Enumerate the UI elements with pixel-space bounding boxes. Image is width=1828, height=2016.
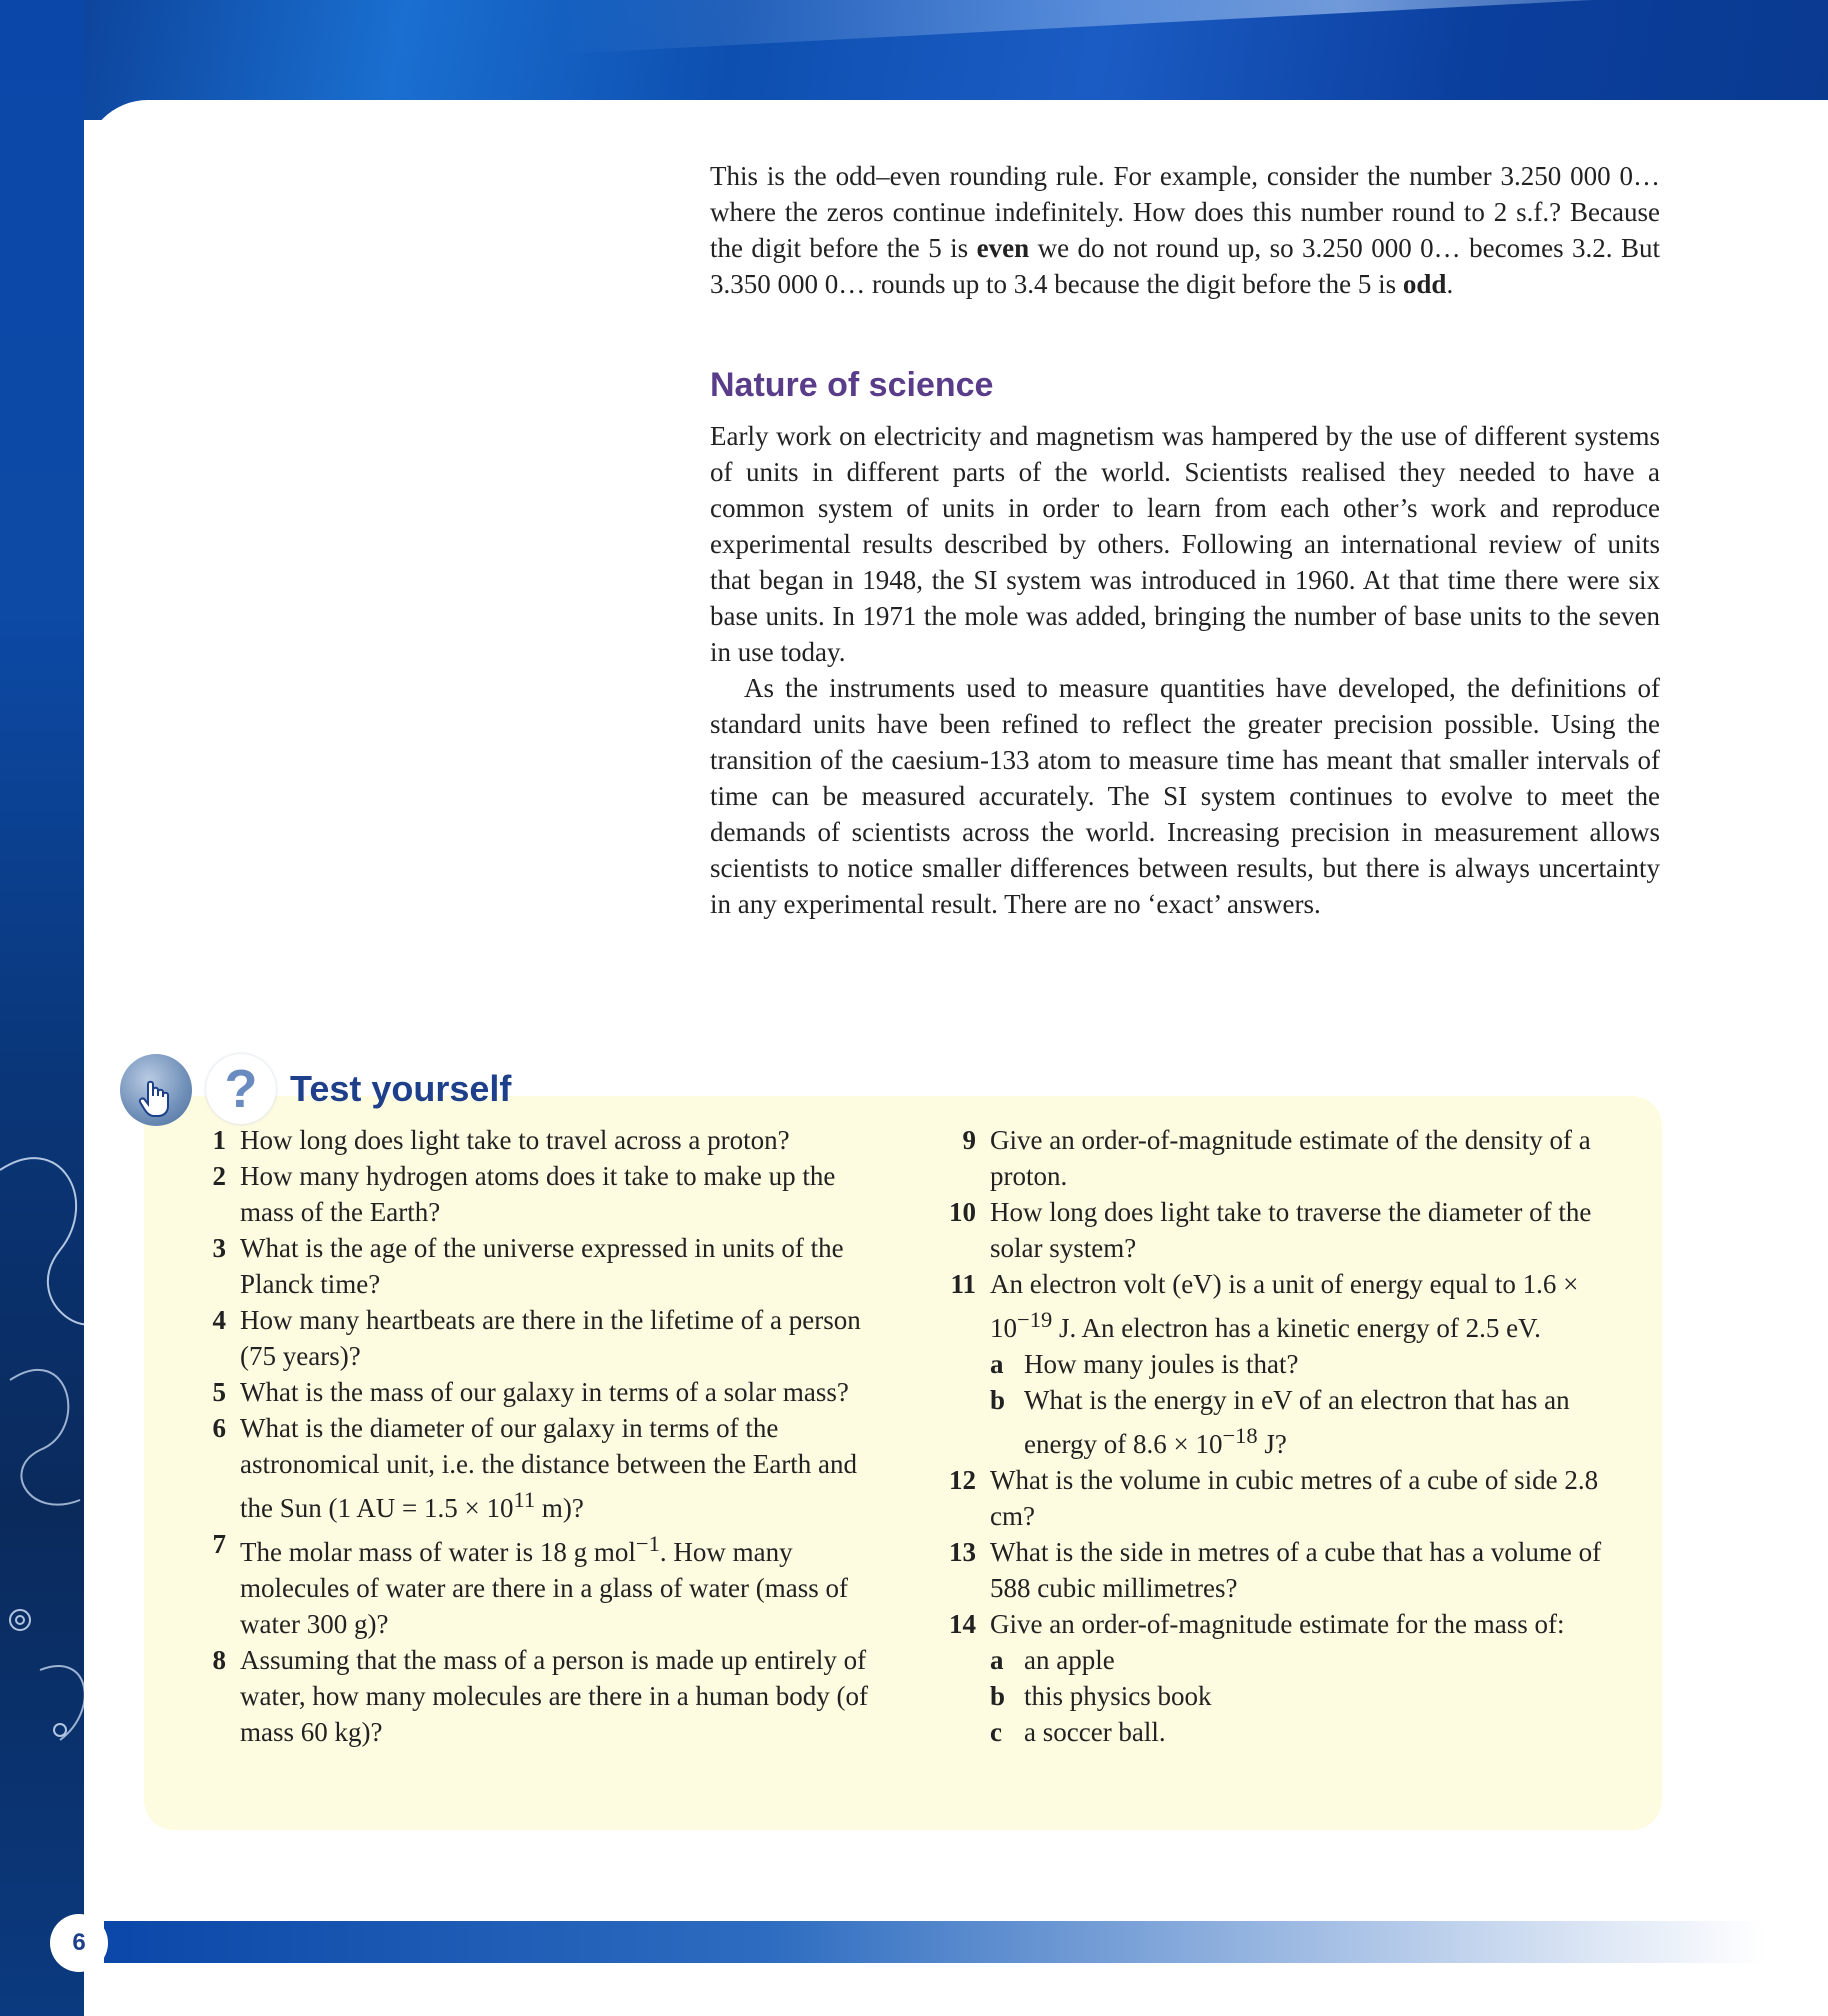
question-text: What is the side in metres of a cube that has a volume of 588 cubic millimetres?	[990, 1537, 1602, 1603]
question-12	[928, 1462, 1638, 1534]
nature-of-science-paragraph-2: As the instruments used to measure quantities have developed, the definitions of standard units have been refined to reflect the greater precision possible. Using the transition of the caesium-133 atom to measure time has meant that smaller intervals of time can be measured accurately. The SI system continues to evolve to meet the demands of scientists across the world. Increasing precision in measurement allows scientists to notice smaller differences between results, but there is always uncertainty in any experimental result. There are no ‘exact’ answers.	[710, 673, 1660, 919]
footer-bar	[104, 1921, 1764, 1963]
question-text: An electron volt (eV) is a unit of energy equal to $1.6 \times 10^{-19}$ J. An electron has a kinetic energy of 2.5 eV. a How many joules is that? b What is the energy in eV of an electron that has an energy of $8.6 \times 10^{-18}$ J?	[990, 1266, 1638, 1462]
question-number: 8	[212, 1645, 226, 1675]
question-number: 3	[212, 1233, 226, 1263]
question-5	[196, 1374, 886, 1410]
questions-left-column	[196, 1122, 886, 1750]
question-text: What is the diameter of our galaxy in terms of the astronomical unit, i.e. the distance between the Earth and the Sun (1 AU = $1.5 \times 10^{11}$ m)?	[240, 1413, 858, 1523]
question-mark-icon: ?	[206, 1054, 276, 1124]
question-number: 6	[212, 1413, 226, 1443]
nature-of-science-body	[710, 418, 1660, 922]
question-text: How long does light take to travel across a proton?	[240, 1125, 790, 1155]
sub-question-11a: a How many joules is that?	[990, 1349, 1299, 1379]
question-number: 2	[212, 1161, 226, 1191]
question-3	[196, 1230, 886, 1302]
sub-question-14b: b this physics book	[990, 1681, 1212, 1711]
question-number: 10	[949, 1197, 976, 1227]
question-number: 12	[949, 1465, 976, 1495]
question-9	[928, 1122, 1638, 1194]
question-text: What is the mass of our galaxy in terms of a solar mass?	[240, 1377, 849, 1407]
question-1	[196, 1122, 886, 1158]
sub-question-11b: b What is the energy in eV of an electron that has an energy of $8.6 \times 10^{-18}$ J?	[990, 1385, 1570, 1459]
question-text: How long does light take to traverse the diameter of the solar system?	[990, 1197, 1592, 1263]
intro-paragraph: This is the odd–even rounding rule. For example, consider the number 3.250 000 0… where the zeros continue indefinitely. How does this number round to 2 s.f.? Because the digit before the 5 is even we do not round up, so 3.250 000 0… becomes 3.2. But 3.350 000 0… rounds up to 3.4 because the digit before the 5 is odd.	[710, 161, 1661, 299]
nature-of-science-heading: Nature of science	[710, 366, 994, 404]
question-2	[196, 1158, 886, 1230]
hand-pointer-icon	[120, 1054, 192, 1126]
question-14	[928, 1606, 1638, 1750]
question-number: 14	[949, 1609, 976, 1639]
question-number: 1	[212, 1125, 226, 1155]
question-number: 9	[962, 1125, 976, 1155]
questions-right-column	[928, 1122, 1638, 1750]
question-number: 11	[950, 1269, 976, 1299]
sub-question-14a: a an apple	[990, 1645, 1115, 1675]
question-8	[196, 1642, 886, 1750]
question-11	[928, 1266, 1638, 1462]
question-7	[196, 1526, 886, 1642]
question-text: Assuming that the mass of a person is made up entirely of water, how many molecules are there in a human body (of mass 60 kg)?	[240, 1645, 868, 1747]
page-number: 6	[50, 1914, 108, 1972]
question-10	[928, 1194, 1638, 1266]
question-number: 13	[949, 1537, 976, 1567]
question-text: How many hydrogen atoms does it take to make up the mass of the Earth?	[240, 1161, 836, 1227]
question-text: What is the volume in cubic metres of a cube of side 2.8 cm?	[990, 1465, 1599, 1531]
test-yourself-title: Test yourself	[290, 1068, 512, 1109]
question-4	[196, 1302, 886, 1374]
nature-of-science-paragraph-1: Early work on electricity and magnetism was hampered by the use of different systems of units in different parts of the world. Scientists realised they needed to have a common system of units in order to learn from each other’s work and reproduce experimental results described by others. Following an international review of units that began in 1948, the SI system was introduced in 1960. At that time there were six base units. In 1971 the mole was added, bringing the number of base units to the seven in use today.	[710, 421, 1660, 667]
question-text: How many heartbeats are there in the lifetime of a person (75 years)?	[240, 1305, 861, 1371]
question-text: Give an order-of-magnitude estimate of the density of a proton.	[990, 1125, 1591, 1191]
question-text: The molar mass of water is 18 g mol$^{-1}$. How many molecules of water are there in a glass of water (mass of water 300 g)?	[240, 1531, 849, 1639]
question-text: Give an order-of-magnitude estimate for the mass of: a an apple b this physics book c a soccer ball.	[990, 1606, 1638, 1750]
intro-section	[710, 158, 1660, 302]
sub-question-14c: c a soccer ball.	[990, 1717, 1166, 1747]
question-number: 7	[212, 1529, 226, 1559]
question-text: What is the age of the universe expressed in units of the Planck time?	[240, 1233, 844, 1299]
question-13	[928, 1534, 1638, 1606]
question-number: 5	[212, 1377, 226, 1407]
question-number: 4	[212, 1305, 226, 1335]
question-6	[196, 1410, 886, 1526]
